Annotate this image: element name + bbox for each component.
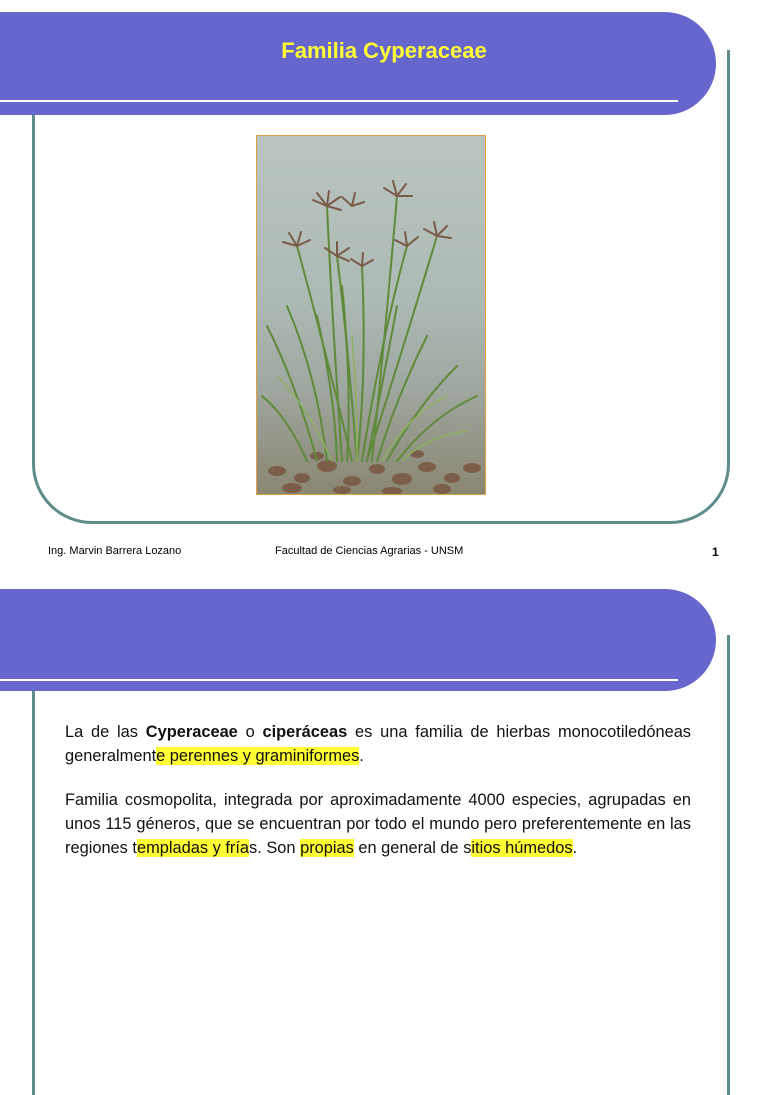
text-run: en general de s [353, 839, 472, 857]
paragraph-distribution [65, 788, 691, 860]
page-number: 1 [712, 545, 719, 559]
text-run: Familia cosmopolita, integrada por aproximadamente 4000 especies, agrupadas en unos 115 géneros, que se encuentran por todo el mundo pero preferentemente en las regiones t [65, 791, 691, 857]
text-run: s. Son [249, 839, 301, 857]
slide-title: Familia Cyperaceae [281, 38, 487, 63]
text-run: es una familia de hierbas monocotiledóneas generalment [65, 723, 692, 765]
cyperaceae-photo [256, 135, 486, 495]
text-run: . [359, 747, 364, 765]
highlight: propias [300, 839, 354, 857]
highlight: itios húmedos [471, 839, 573, 857]
text-run: o [237, 723, 263, 741]
footer-author: Ing. Marvin Barrera Lozano [48, 545, 182, 557]
text-run: . [572, 839, 578, 857]
body-text [65, 720, 691, 880]
paragraph-description [65, 720, 691, 768]
highlight: empladas y fría [136, 839, 250, 857]
slide-2 [0, 585, 768, 1024]
term-ciperaceas: ciperáceas [262, 723, 348, 741]
banner-divider [0, 100, 678, 102]
highlight: e perennes y graminiformes [156, 747, 360, 765]
term-cyperaceae: Cyperaceae [145, 723, 238, 741]
footer-faculty: Facultad de Ciencias Agrarias - UNSM [275, 545, 464, 557]
text-run: La de las [65, 723, 146, 741]
title-banner [0, 589, 716, 691]
plant-illustration [257, 136, 486, 495]
banner-divider [0, 679, 678, 681]
